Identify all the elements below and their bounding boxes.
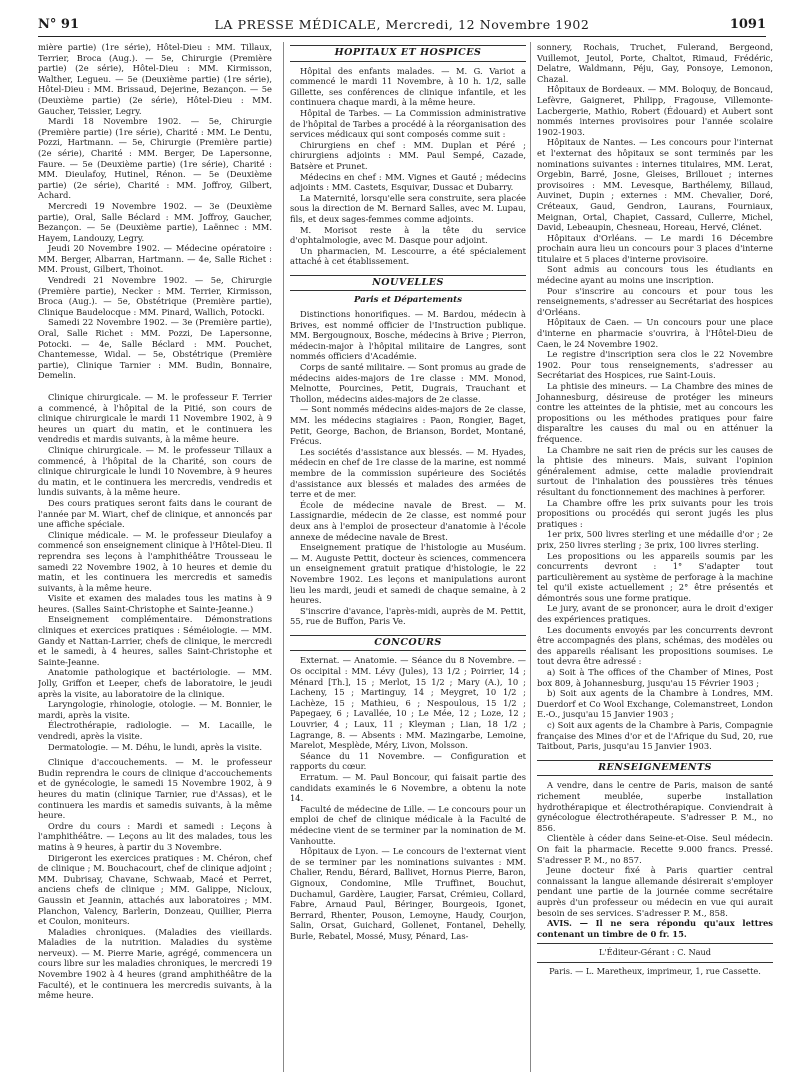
classified-ad: A vendre, dans le centre de Paris, maison de santé richement meublée, superbe installation hydrothérapique et électrothérapique. Conviendrait à gynécologue électrothérapeute. S'adresser P. M., no 856. — [537, 780, 773, 833]
notice-paragraph: Dirigeront les exercices pratiques : M. Chéron, chef de clinique ; M. Bouchacourt, chef de clinique adjoint ; MM. Dubrisay, Chavane, Schwaab, Macé et Perret, anciens chefs de clinique ; MM. Galippe, Nicloux, Gaussin et Jeannin, attachés aux laboratoires ; MM. Planchon, Valency, Barlerin, Donzeau, Quillier, Pierra et Coulon, moniteurs. — [38, 852, 272, 927]
notice-paragraph: Hôpitaux d'Orléans. — Le mardi 16 Décembre prochain aura lieu un concours pour 3 places d'interne titulaire et 5 places d'interne provisoire. — [537, 232, 773, 264]
printer-line: Paris. — L. Maretheux, imprimeur, 1, rue Cassette. — [549, 965, 761, 976]
journal-title: LA PRESSE MÉDICALE, Mercredi, 12 Novembre 1902 — [214, 17, 590, 32]
column-2 — [283, 42, 526, 1072]
notice-paragraph: Externat. — Anatomie. — Séance du 8 Novembre. — Os occipital : MM. Lévy (Jules), 13 1/2 ; Poirrier, 14 ; Ménard [Th.], 15 ; Merlot, 15 1/2 ; Mary (A.), 10 ; Lacheny, 15 ; Martinguy, 14 ; Meygret, 10 1/2 ; Lachèze, 15 ; Mathieu, 6 ; Nespoulous, 15 1/2 ; Papegaey, 6 ; Lavallée, 10 ; Le Mée, 12 ; Loze, 12 ; Louvrier, 4 ; Laux, 11 ; Kleyman ; Lian, 18 1/2 ; Lagrange, 8. — Absents : MM. Mazingarbe, Lemoine, Marelot, Mesplède, Méry, Livon, Molsson. — [290, 655, 526, 751]
notice-paragraph: Maladies chroniques. (Maladies des vieillards. Maladies de la nutrition. Maladies du système nerveux). — M. Pierre Marie, agrégé, commencera un cours libre sur les maladies chroniques, le mercredi 19 Novembre 1902 à 4 heures (grand amphithéâtre de la Faculté), et le continuera les mercredis suivants, à la même heure. — [38, 926, 272, 1001]
notice-paragraph: c) Soit aux agents de la Chambre à Paris, Compagnie française des Mines d'or et de l'Afrique du Sud, 20, rue Taitbout, Paris, jusqu'au 15 Janvier 1903. — [537, 720, 773, 752]
notice-paragraph: La Maternité, lorsqu'elle sera construite, sera placée sous la direction de M. Bernard Salles, avec M. Lupau, fils, et deux sages-femmes comme adjoints. — [290, 192, 526, 224]
section-heading: HOPITAUX ET HOSPICES — [290, 45, 526, 62]
column-3 — [530, 42, 773, 1072]
columns — [38, 42, 773, 1072]
notice-paragraph: Dermatologie. — M. Déhu, le lundi, après la visite. — [48, 741, 263, 752]
notice-paragraph: Hôpital de Tarbes. — La Commission administrative de l'hôpital de Tarbes a procédé à la réorganisation des services médicaux qui sont composés comme suit : — [290, 107, 526, 140]
notice-paragraph: Un pharmacien, M. Lescourre, a été spécialement attaché à cet établissement. — [290, 245, 526, 267]
section-subheading: Paris et Départements — [354, 295, 462, 306]
notice-paragraph: 1er prix, 500 livres sterling et une médaille d'or ; 2e prix, 250 livres sterling ; 3e prix, 100 livres sterling. — [537, 529, 773, 550]
notice-paragraph: Faculté de médecine de Lille. — Le concours pour un emploi de chef de clinique médicale à la Faculté de médecine vient de se terminer par la nomination de M. Vanhoutte. — [290, 803, 526, 846]
notice-paragraph: sonnery, Rochais, Truchet, Fulerand, Bergeond, Vuillemot, Jeutol, Porte, Chaltot, Rimaud, Frédéric, Delatre, Waldmann, Péju, Gay, Ponsoye, Lemonon, Chazal. — [537, 42, 773, 84]
notice-paragraph: Visite et examen des malades tous les matins à 9 heures. (Salles Saint-Christophe et Sainte-Jeanne.) — [38, 593, 272, 614]
notice-paragraph: Clinique chirurgicale. — M. le professeur Tillaux a commencé, à l'hôpital de la Charité, son cours de clinique chirurgicale le lundi 10 Novembre, à 9 heures du matin, et le continuera les mercredis, vendredis et lundis suivants, à la même heure. — [38, 444, 272, 498]
notice-paragraph: Pour s'inscrire au concours et pour tous les renseignements, s'adresser au Secrétariat des hospices d'Orléans. — [537, 285, 773, 317]
notice-paragraph: S'inscrire d'avance, l'après-midi, auprès de M. Pettit, 55, rue de Buffon, Paris Ve. — [290, 605, 526, 627]
notice-paragraph: Clinique médicale. — M. le professeur Dieulafoy a commencé son enseignement clinique à l'Hôtel-Dieu. Il reprendra ses leçons à l'amphithéâtre Trousseau le samedi 22 Novembre 1902, à 10 heures et demie du matin, et les continuera les mercredis et samedis suivants, à la même heure. — [38, 529, 272, 593]
exam-paragraph: mière partie) (1re série), Hôtel-Dieu : MM. Tillaux, Terrier, Broca (Aug.). — 5e, Chirurgie (Première partie) (2e série), Hôtel-Dieu : MM. Kirmisson, Walther, Legueu. — 5e (Deuxième partie) (1re série), Hôtel-Dieu : MM. Brissaud, Dejerine, Bezançon. — 5e (Deuxième partie) (2e série), Hôtel-Dieu : MM. Gaucher, Teissier, Legry. — [38, 42, 272, 116]
classified-ad: Clientèle à céder dans Seine-et-Oise. Seul médecin. On fait la pharmacie. Recette 9.000 francs. Pressé. S'adresser P. M., no 857. — [537, 833, 773, 865]
notice-paragraph: Anatomie pathologique et bactériologie. — MM. Jolly, Griffon et Leeper, chefs de laboratoire, le jeudi après la visite, au laboratoire de la clinique. — [38, 667, 272, 699]
exam-paragraph: Jeudi 20 Novembre 1902. — Médecine opératoire : MM. Berger, Albarran, Hartmann. — 4e, Salle Richet : MM. Proust, Gilbert, Thoinot. — [38, 243, 272, 275]
exam-paragraph: Mardi 18 Novembre 1902. — 5e, Chirurgie (Première partie) (1re série), Charité : MM. Le Dentu, Pozzi, Hartmann. — 5e, Chirurgie (Première partie) (2e série), Charité : MM. Berger, De Lapersonne, Faure. — 5e (Deuxième partie) (1re série), Charité : MM. Dieulafoy, Hutinel, Rénon. — 5e (Deuxième partie) (2e série), Charité : MM. Joffroy, Gilbert, Achard. — [38, 116, 272, 201]
notice-paragraph: — Sont nommés médecins aides-majors de 2e classe, MM. les médecins stagiaires : Paon, Rongier, Baget, Petit, George, Bachon, de Brianson, Bordet, Montané, Frécus. — [290, 404, 526, 447]
notice-paragraph: Enseignement complémentaire. Démonstrations cliniques et exercices pratiques : Séméiologie. — MM. Gandy et Nattan-Larrier, chefs de clinique, le mercredi et le samedi, à 4 heures, salles Saint-Christophe et Sainte-Jeanne. — [38, 614, 272, 667]
section-heading: NOUVELLES — [290, 275, 526, 292]
notice-paragraph: Laryngologie, rhinologie, otologie. — M. Bonnier, le mardi, après la visite. — [38, 699, 272, 720]
notice-paragraph: La Chambre offre les prix suivants pour les trois propositions ou procédés qui seront jugés les plus pratiques : — [537, 497, 773, 529]
divider — [537, 943, 773, 944]
notice-paragraph: Enseignement pratique de l'histologie au Muséum. — M. Auguste Pettit, docteur ès sciences, commencera un enseignement gratuit pratique d'histologie, le 22 Novembre 1902. Les leçons et manipulations auront lieu les mardi, jeudi et samedi de chaque semaine, à 2 heures. — [290, 542, 526, 606]
notice-paragraph: Ordre du cours : Mardi et samedi : Leçons à l'amphithéâtre. — Leçons au lit des malades, tous les matins à 9 heures, à partir du 3 Novembre. — [38, 820, 272, 852]
notice-paragraph: Distinctions honorifiques. — M. Bardou, médecin à Brives, est nommé officier de l'Instruction publique. MM. Bergougnoux, Bosche, médecins à Brive ; Pierron, médecin-major à l'hôpital militaire de Langres, sont nommés officiers d'Académie. — [290, 309, 526, 362]
notice-paragraph: Hôpitaux de Caen. — Un concours pour une place d'interne en pharmacie s'ouvrira, à l'Hôtel-Dieu de Caen, le 24 Novembre 1902. — [537, 317, 773, 349]
notice-paragraph: Sont admis au concours tous les étudiants en médecine ayant au moins une inscription. — [537, 264, 773, 286]
notice-paragraph: Erratum. — M. Paul Boncour, qui faisait partie des candidats examinés le 6 Novembre, a obtenu la note 14. — [290, 772, 526, 804]
notice-paragraph: Clinique d'accouchements. — M. le professeur Budin reprendra le cours de clinique d'accouchements et de gynécologie, le samedi 15 Novembre 1902, à 9 heures du matin (clinique Tarnier, rue d'Assas), et le continuera les mardis et samedis suivants, à la même heure. — [38, 757, 272, 821]
notice-paragraph: Hôpital des enfants malades. — M. G. Variot a commencé le mardi 11 Novembre, à 10 h. 1/2, salle Gillette, ses conférences de clinique infantile, et les continuera chaque mardi, à la même heure. — [290, 65, 526, 108]
notice-paragraph: La Chambre ne sait rien de précis sur les causes de la phtisie des mineurs. Mais, suivant l'opinion généralement admise, cette maladie proviendrait surtout de l'inhalation des poussières très ténues résultant du fonctionnement des machines à perforer. — [537, 444, 773, 497]
notice-paragraph: a) Soit à The offices of the Chamber of Mines, Post box 809, à Johannesburg, jusqu'au 15 Février 1903 ; — [537, 667, 773, 688]
notice-paragraph: Les sociétés d'assistance aux blessés. — M. Hyades, médecin en chef de 1re classe de la marine, est nommé membre de la commission supérieure des Sociétés d'assistance aux blessés et malades des armées de terre et de mer. — [290, 446, 526, 500]
notice-avis: AVIS. — Il ne sera répondu qu'aux lettres contenant un timbre de 0 fr. 15. — [537, 918, 773, 939]
issue-number: N° 91 — [38, 17, 79, 32]
notice-paragraph: M. Morisot reste à la tête du service d'ophtalmologie, avec M. Dasque pour adjoint. — [290, 224, 526, 246]
notice-paragraph: Les propositions ou les appareils soumis par les concurrents devront : 1° S'adapter tout particulièrement au système de perforage à la machine tel qu'il existe actuellement ; 2° être présentés et démontrés sous une forme pratique. — [537, 550, 773, 603]
exam-paragraph: Vendredi 21 Novembre 1902. — 5e, Chirurgie (Première partie), Necker : MM. Terrier, Kirmisson, Broca (Aug.). — 5e, Obstétrique (Première partie), Clinique Baudelocque : MM. Pinard, Wallich, Potocki. — [38, 275, 272, 317]
notice-paragraph: Les documents envoyés par les concurrents devront être accompagnés des plans, schémas, des modèles ou des appareils réalisant les propositions soumises. Le tout devra être adressé : — [537, 624, 773, 667]
section-heading: CONCOURS — [290, 635, 526, 652]
notice-paragraph: Chirurgiens en chef : MM. Duplan et Péré ; chirurgiens adjoints : MM. Paul Sempé, Cazade, Batsère et Prunet. — [290, 139, 526, 171]
notice-paragraph: Hôpitaux de Bordeaux. — MM. Boloquy, de Boncaud, Lefèvre, Gaigneret, Philipp, Fragouse, Villemonte-Lacbergerie, Mathio, Robert (Édouard) et Aubert sont nommés internes provisoires pour l'année scolaire 1902-1903. — [537, 84, 773, 137]
page-number: 1091 — [729, 17, 766, 32]
exam-paragraph: Mercredi 19 Novembre 1902. — 3e (Deuxième partie), Oral, Salle Béclard : MM. Joffroy, Gaucher, Bezançon. — 5e (Deuxième partie), Laënnec : MM. Hayem, Landouzy, Legry. — [38, 200, 272, 243]
notice-paragraph: Corps de santé militaire. — Sont promus au grade de médecins aides-majors de 1re classe : MM. Monod, Melnotte, Pourcines, Petit, Dugrais, Trauchant et Thollon, médecins aides-majors de 2e classe. — [290, 362, 526, 404]
notice-paragraph: b) Soit aux agents de la Chambre à Londres, MM. Duerdorf et Co Wool Exchange, Colemanstreet, London E.-O., jusqu'au 15 Janvier 1903 ; — [537, 688, 773, 720]
classified-ad: Jeune docteur fixé à Paris quartier central connaissant la langue allemande désirerait s'employer pendant une partie de la journée comme secrétaire auprès d'un professeur ou médecin en vue qui aurait besoin de ses services. S'adresser P. M., 858. — [537, 865, 773, 918]
notice-paragraph: Séance du 11 Novembre. — Configuration et rapports du cœur. — [290, 750, 526, 772]
notice-paragraph: Clinique chirurgicale. — M. le professeur F. Terrier a commencé, à l'hôpital de la Pitié, son cours de clinique chirurgicale le mardi 11 Novembre 1902, à 9 heures un quart du matin, et le continuera les vendredis et mardis suivants, à la même heure. — [38, 392, 272, 445]
notice-paragraph: Médecins en chef : MM. Vignes et Gauté ; médecins adjoints : MM. Castets, Esquivar, Dussac et Dubarry. — [290, 171, 526, 193]
section-heading: RENSEIGNEMENTS — [537, 760, 773, 777]
notice-paragraph: La phtisie des mineurs. — La Chambre des mines de Johannesburg, désireuse de protéger les mineurs contre les atteintes de la phtisie, met au concours les propositions ou les méthodes pratiques pour faire disparaître les causes du mal ou en atténuer la fréquence. — [537, 381, 773, 444]
notice-paragraph: Des cours pratiques seront faits dans le courant de l'année par M. Wiart, chef de clinique, et annoncés par une affiche spéciale. — [38, 497, 272, 530]
notice-paragraph: École de médecine navale de Brest. — M. Lassignardie, médecin de 2e classe, est nommé pour deux ans à l'emploi de prosecteur d'anatomie à l'école annexe de médecine navale de Brest. — [290, 499, 526, 542]
notice-paragraph: Le registre d'inscription sera clos le 22 Novembre 1902. Pour tous renseignements, s'adresser au Secrétariat des Hospices, rue Saint-Louis. — [537, 349, 773, 381]
newspaper-page — [38, 14, 773, 1074]
notice-paragraph: Hôpitaux de Nantes. — Les concours pour l'internat et l'externat des hôpitaux se sont terminés par les nominations suivantes : internes titulaires, MM. Lerat, Orgebin, Barré, Josne, Gleises, Brillouet ; internes provisoires : MM. Levesque, Barthélemy, Billaud, Auvinet, Dupin ; externes : MM. Chevalier, Doré, Créteaux, Gaud, Gendron, Laurans, Fourniaux, Meignan, Ortal, Chapiet, Cassard, Cullerre, Michel, David, Lebeaupin, Chesneau, Horeau, Hervé, Clénet. — [537, 137, 773, 233]
notice-paragraph: Le jury, avant de se prononcer, aura le droit d'exiger des expériences pratiques. — [537, 603, 773, 625]
notice-paragraph: Hôpitaux de Lyon. — Le concours de l'externat vient de se terminer par les nominations suivantes : MM. Chalier, Rendu, Bérard, Ballivet, Hornus Pierre, Baron, Gignoux, Condomine, Mlle Truffinet, Bouchut, Duchamul, Gardère, Laugier, Farsat, Crémieu, Collard, Fabre, Arnaud Paul, Béringer, Bourgeois, Igonet, Berrard, Rhenter, Pouson, Lemoyne, Haudy, Courjon, Salin, Orsat, Guichard, Gollenet, Fontanel, Dehelly, Burle, Rebatel, Mossé, Musy, Pénard, Las- — [290, 846, 526, 941]
divider — [537, 962, 773, 963]
editor-line: L'Éditeur-Gérant : C. Naud — [598, 947, 712, 958]
column-1 — [38, 42, 272, 1072]
exam-paragraph: Samedi 22 Novembre 1902. — 3e (Première partie), Oral, Salle Richet : MM. Pozzi, De Lapersonne, Potocki. — 4e, Salle Béclard : MM. Pouchet, Chantemesse, Widal. — 5e, Obstétrique (Première partie), Clinique Tarnier : MM. Budin, Bonnaire, Demelin. — [38, 317, 272, 381]
notice-paragraph: Électrothérapie, radiologie. — M. Lacaille, le vendredi, après la visite. — [38, 720, 272, 741]
page-header — [38, 14, 766, 37]
